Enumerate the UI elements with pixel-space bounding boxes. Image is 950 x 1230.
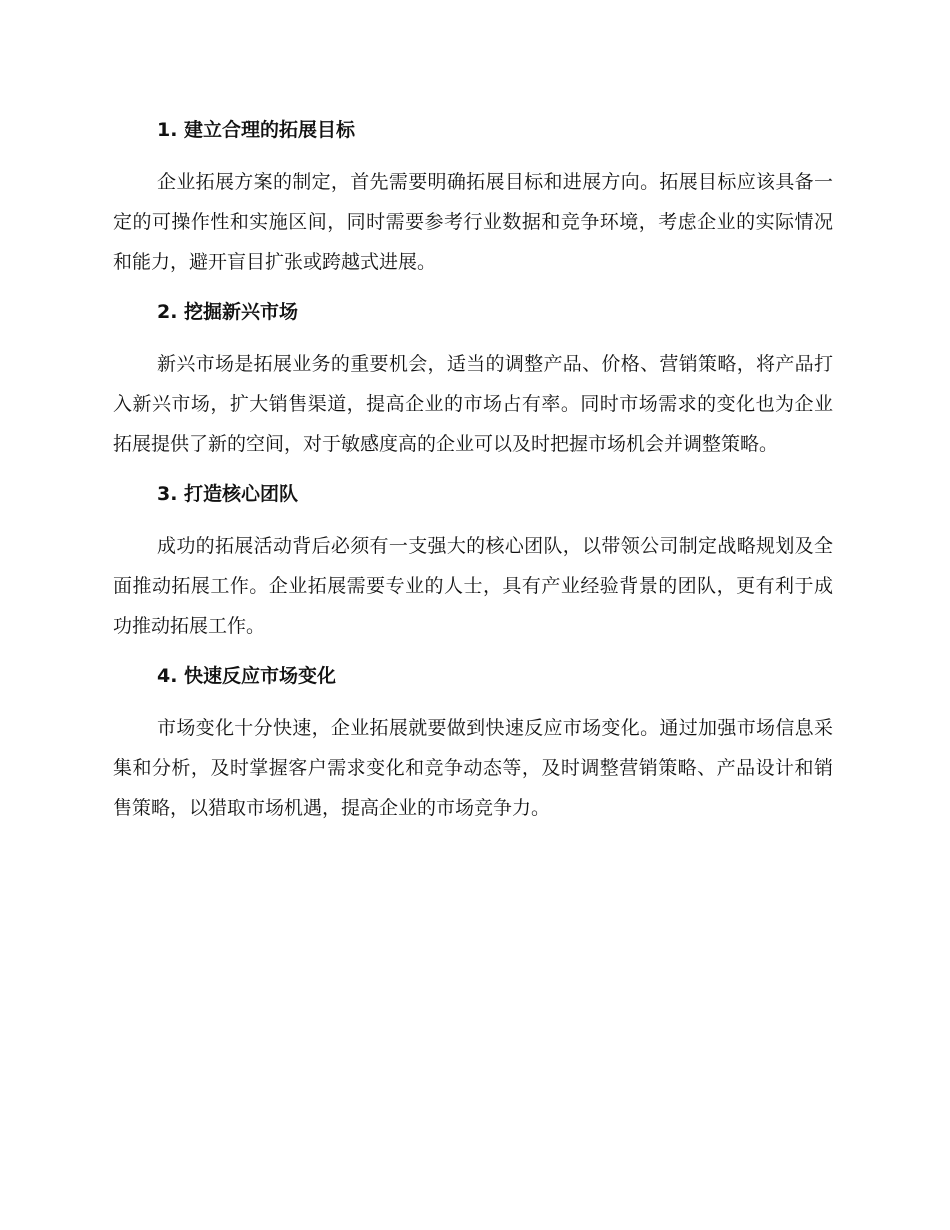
section-heading: 1. 建立合理的拓展目标	[157, 119, 356, 141]
section-emerging-markets	[113, 294, 833, 464]
section-paragraph: 企业拓展方案的制定，首先需要明确拓展目标和进展方向。拓展目标应该具备一定的可操作性和实施区间，同时需要参考行业数据和竞争环境，考虑企业的实际情况和能力，避开盲目扩张或跨越式进展。	[113, 171, 833, 273]
section-market-response	[113, 658, 833, 828]
section-goals	[113, 112, 833, 282]
section-heading: 3. 打造核心团队	[157, 483, 299, 505]
section-heading: 2. 挖掘新兴市场	[157, 301, 299, 323]
document-page	[113, 112, 833, 840]
section-paragraph: 市场变化十分快速，企业拓展就要做到快速反应市场变化。通过加强市场信息采集和分析，及时掌握客户需求变化和竞争动态等，及时调整营销策略、产品设计和销售策略，以猎取市场机遇，提高企业的市场竞争力。	[113, 717, 833, 819]
section-paragraph: 新兴市场是拓展业务的重要机会，适当的调整产品、价格、营销策略，将产品打入新兴市场，扩大销售渠道，提高企业的市场占有率。同时市场需求的变化也为企业拓展提供了新的空间，对于敏感度高的企业可以及时把握市场机会并调整策略。	[113, 353, 833, 455]
section-core-team	[113, 476, 833, 646]
section-paragraph: 成功的拓展活动背后必须有一支强大的核心团队，以带领公司制定战略规划及全面推动拓展工作。企业拓展需要专业的人士，具有产业经验背景的团队，更有利于成功推动拓展工作。	[113, 535, 833, 637]
section-heading: 4. 快速反应市场变化	[157, 665, 337, 687]
